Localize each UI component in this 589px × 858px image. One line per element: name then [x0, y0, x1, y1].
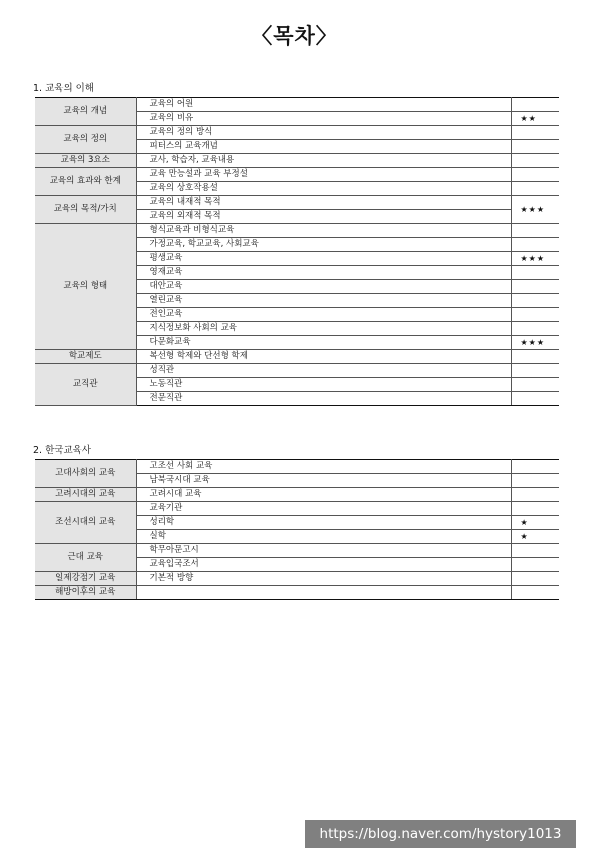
- importance-stars: [511, 182, 559, 196]
- topic-cell: 성리학: [136, 516, 511, 530]
- table-row: [35, 154, 559, 168]
- importance-stars: [511, 350, 559, 364]
- importance-stars: ★★★: [511, 336, 559, 350]
- table-row: [35, 544, 559, 558]
- category-cell: 조선시대의 교육: [35, 502, 136, 544]
- category-cell: 일제강점기 교육: [35, 572, 136, 586]
- topic-cell: 열린교육: [136, 294, 511, 308]
- watermark: https://blog.naver.com/hystory1013: [305, 820, 576, 848]
- topic-cell: 고조선 사회 교육: [136, 460, 511, 474]
- importance-stars: [511, 322, 559, 336]
- topic-cell: 교육기관: [136, 502, 511, 516]
- table-row: [35, 350, 559, 364]
- table-row: [35, 98, 559, 112]
- topic-cell: [136, 586, 511, 600]
- topic-cell: 형식교육과 비형식교육: [136, 224, 511, 238]
- topic-cell: 고려시대 교육: [136, 488, 511, 502]
- topic-cell: 교육입국조서: [136, 558, 511, 572]
- table-row: [35, 572, 559, 586]
- section-heading: 1. 교육의 이해: [33, 83, 94, 94]
- importance-stars: ★★★: [511, 252, 559, 266]
- importance-stars: [511, 238, 559, 252]
- topic-cell: 남북국시대 교육: [136, 474, 511, 488]
- importance-stars: [511, 294, 559, 308]
- topic-cell: 성직관: [136, 364, 511, 378]
- importance-stars: [511, 544, 559, 558]
- topic-cell: 노동직관: [136, 378, 511, 392]
- category-cell: 교육의 개념: [35, 98, 136, 126]
- importance-stars: [511, 364, 559, 378]
- category-cell: 교육의 형태: [35, 224, 136, 350]
- importance-stars: ★★: [511, 112, 559, 126]
- table-row: [35, 586, 559, 600]
- topic-cell: 평생교육: [136, 252, 511, 266]
- page-title: 〈목차〉: [251, 24, 338, 48]
- importance-stars: [511, 126, 559, 140]
- importance-stars: [511, 280, 559, 294]
- topic-cell: 기본적 방향: [136, 572, 511, 586]
- section-heading: 2. 한국교육사: [33, 445, 91, 456]
- topic-cell: 교사, 학습자, 교육내용: [136, 154, 511, 168]
- category-cell: 근대 교육: [35, 544, 136, 572]
- topic-cell: 교육 만능설과 교육 부정설: [136, 168, 511, 182]
- topic-cell: 교육의 비유: [136, 112, 511, 126]
- topic-cell: 학무아문고시: [136, 544, 511, 558]
- topic-cell: 교육의 정의 방식: [136, 126, 511, 140]
- importance-stars: [511, 586, 559, 600]
- topic-cell: 전문직관: [136, 392, 511, 406]
- importance-stars: [511, 572, 559, 586]
- category-cell: 교육의 정의: [35, 126, 136, 154]
- table-row: [35, 460, 559, 474]
- category-cell: 고대사회의 교육: [35, 460, 136, 488]
- importance-stars: [511, 154, 559, 168]
- importance-stars: [511, 224, 559, 238]
- toc-table-1: [35, 97, 559, 406]
- table-row: [35, 502, 559, 516]
- importance-stars: ★: [511, 516, 559, 530]
- importance-stars: [511, 460, 559, 474]
- table-row: [35, 488, 559, 502]
- topic-cell: 교육의 외재적 목적: [136, 210, 511, 224]
- topic-cell: 복선형 학제와 단선형 학제: [136, 350, 511, 364]
- importance-stars: [511, 392, 559, 406]
- table-row: [35, 126, 559, 140]
- category-cell: 교육의 효과와 한계: [35, 168, 136, 196]
- importance-stars: [511, 266, 559, 280]
- toc-table-2: [35, 459, 559, 600]
- importance-stars: [511, 98, 559, 112]
- category-cell: 교육의 3요소: [35, 154, 136, 168]
- topic-cell: 교육의 내재적 목적: [136, 196, 511, 210]
- topic-cell: 영재교육: [136, 266, 511, 280]
- topic-cell: 지식정보화 사회의 교육: [136, 322, 511, 336]
- topic-cell: 피터스의 교육개념: [136, 140, 511, 154]
- importance-stars: ★★★: [511, 196, 559, 224]
- importance-stars: [511, 308, 559, 322]
- topic-cell: 다문화교육: [136, 336, 511, 350]
- category-cell: 교육의 목적/가치: [35, 196, 136, 224]
- category-cell: 학교제도: [35, 350, 136, 364]
- topic-cell: 실학: [136, 530, 511, 544]
- topic-cell: 교육의 어원: [136, 98, 511, 112]
- importance-stars: [511, 502, 559, 516]
- category-cell: 고려시대의 교육: [35, 488, 136, 502]
- topic-cell: 교육의 상호작용설: [136, 182, 511, 196]
- topic-cell: 가정교육, 학교교육, 사회교육: [136, 238, 511, 252]
- importance-stars: [511, 168, 559, 182]
- topic-cell: 대안교육: [136, 280, 511, 294]
- category-cell: 해방이후의 교육: [35, 586, 136, 600]
- topic-cell: 전인교육: [136, 308, 511, 322]
- importance-stars: [511, 488, 559, 502]
- category-cell: 교직관: [35, 364, 136, 406]
- importance-stars: [511, 378, 559, 392]
- importance-stars: ★: [511, 530, 559, 544]
- table-row: [35, 364, 559, 378]
- importance-stars: [511, 140, 559, 154]
- table-row: [35, 196, 559, 210]
- table-row: [35, 168, 559, 182]
- table-row: [35, 224, 559, 238]
- importance-stars: [511, 474, 559, 488]
- importance-stars: [511, 558, 559, 572]
